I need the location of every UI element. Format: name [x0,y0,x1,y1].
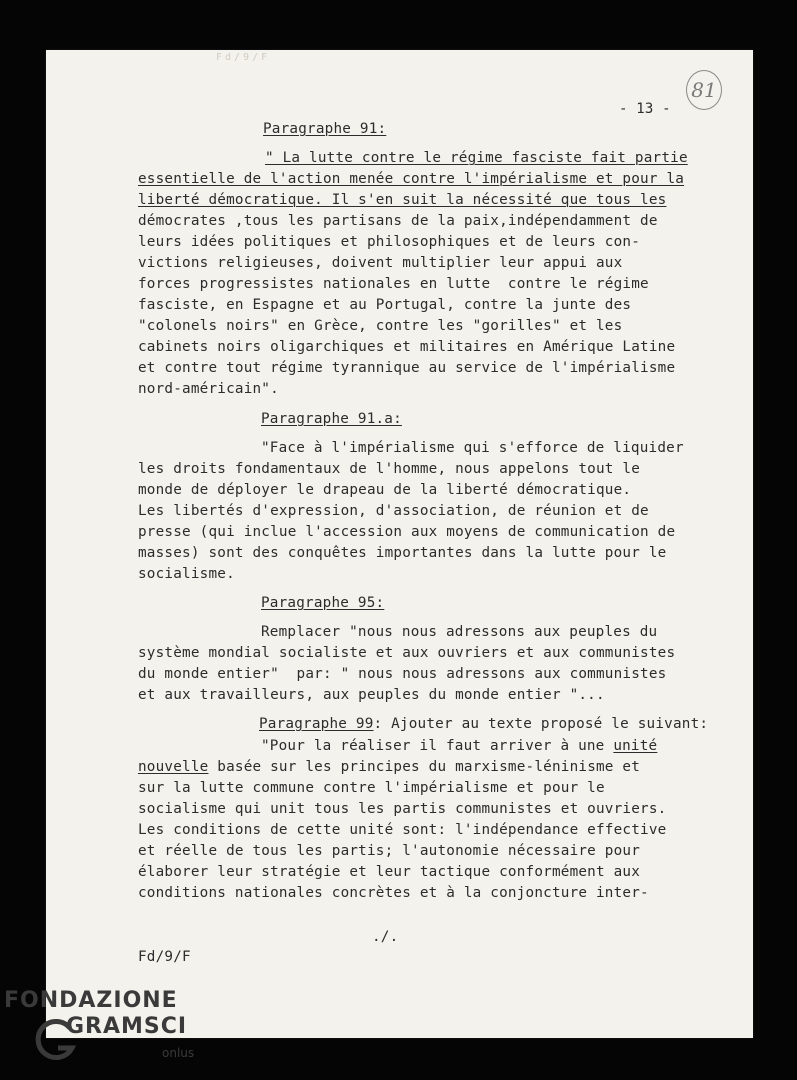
archive-watermark [4,988,204,1068]
text-line: et aux travailleurs, aux peuples du monde entier "... [138,687,605,703]
text-line: socialisme. [138,566,235,582]
typed-text [46,50,753,1038]
text-line: nord-américain". [138,381,279,397]
text-line: cabinets noirs oligarchiques et militaires en Amérique Latine [138,339,676,355]
continuation-mark: ./. [372,929,399,945]
text-line: "Face à l'impérialisme qui s'efforce de liquider [261,440,684,456]
handwritten-folio-number: 81 [686,70,722,110]
text-line: liberté démocratique. Il s'en suit la nécessité que tous les [138,192,667,208]
text-line: Les libertés d'expression, d'association, de réunion et de [138,503,649,519]
text-line: monde de déployer le drapeau de la liberté démocratique. [138,482,632,498]
text-line: fasciste, en Espagne et au Portugal, contre la junte des [138,297,632,313]
watermark-line2: GRAMSCI [66,1014,188,1039]
heading-paragraphe-91a: Paragraphe 91.a: [261,411,402,427]
document-reference: Fd/9/F [138,949,191,965]
text-line: leurs idées politiques et philosophiques et de leurs con- [138,234,641,250]
text-line: Paragraphe 99: Ajouter au texte proposé le suivant: [259,716,709,732]
watermark-line1: FONDAZIONE [4,988,178,1013]
text-line: nouvelle basée sur les principes du marxisme-léninisme et [138,759,641,775]
text-line: sur la lutte commune contre l'impérialisme et pour le [138,780,605,796]
watermark-line3: onlus [162,1046,195,1060]
text-line: "Pour la réaliser il faut arriver à une unité [261,738,658,754]
heading-paragraphe-99: Paragraphe 99 [259,716,374,732]
text-line: "colonels noirs" en Grèce, contre les "gorilles" et les [138,318,623,334]
text-line: victions religieuses, doivent multiplier leur appui aux [138,255,623,271]
text-line: système mondial socialiste et aux ouvriers et aux communistes [138,645,676,661]
page-number: - 13 - [619,101,671,117]
text-line: et contre tout régime tyrannique au service de l'impérialisme [138,360,676,376]
text-line: et réelle de tous les partis; l'autonomie nécessaire pour [138,843,641,859]
text-line: les droits fondamentaux de l'homme, nous appelons tout le [138,461,641,477]
text-line: presse (qui inclue l'accession aux moyens de communication de [138,524,676,540]
text-line: Remplacer "nous nous adressons aux peuples du [261,624,658,640]
text-line: du monde entier" par: " nous nous adressons aux communistes [138,666,667,682]
text-line: masses) sont des conquêtes importantes dans la lutte pour le [138,545,667,561]
text-line: socialisme qui unit tous les partis communistes et ouvriers. [138,801,667,817]
text-line: forces progressistes nationales en lutte contre le régime [138,276,649,292]
heading-paragraphe-95: Paragraphe 95: [261,595,385,611]
document-page [46,50,753,1038]
text-line: conditions nationales concrètes et à la conjoncture inter- [138,885,649,901]
bleed-through-text: Fd/9/F [216,52,271,62]
text-line: élaborer leur stratégie et leur tactique conformément aux [138,864,641,880]
heading-paragraphe-91: Paragraphe 91: [263,121,387,137]
text-line: Les conditions de cette unité sont: l'indépendance effective [138,822,667,838]
text-line: essentielle de l'action menée contre l'impérialisme et pour la [138,171,685,187]
text-line: " La lutte contre le régime fasciste fait partie [265,150,688,166]
text-line: démocrates ,tous les partisans de la paix,indépendamment de [138,213,658,229]
